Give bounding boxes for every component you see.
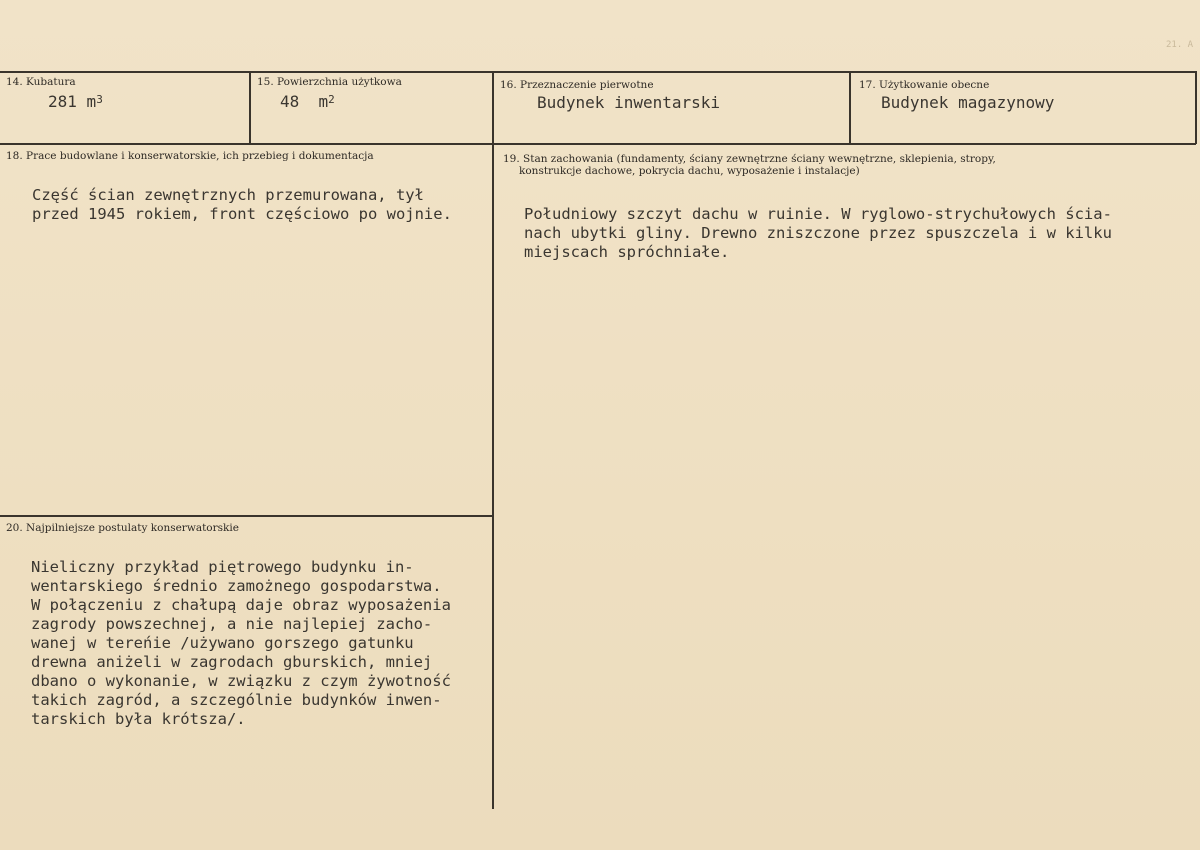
text-line: wentarskiego średnio zamożnego gospodarstwa. <box>31 577 442 595</box>
divider-14-15 <box>249 71 251 144</box>
field-15-label: 15. Powierzchnia użytkowa <box>257 76 402 88</box>
text-line: wanej w tereńie /używano gorszego gatunku <box>31 634 414 652</box>
field-17-label: 17. Użytkowanie obecne <box>859 79 990 91</box>
field-19-text <box>524 186 1112 262</box>
text-line: drewna aniżeli w zagrodach gburskich, mniej <box>31 653 433 671</box>
field-15-value: 48 $m^2$ <box>280 92 335 111</box>
text-line: nach ubytki gliny. Drewno zniszczone przez spuszczela i w kilku <box>524 224 1112 242</box>
text-line: Południowy szczyt dachu w ruinie. W ryglowo-strychułowych ścia- <box>524 205 1112 223</box>
field-17-value: Budynek magazynowy <box>881 93 1055 112</box>
margin-mark: 21. A <box>1166 40 1194 50</box>
text-line: zagrody powszechnej, a nie najlepiej zacho- <box>31 615 433 633</box>
field-18-label: 18. Prace budowlane i konserwatorskie, ich przebieg i dokumentacja <box>6 150 374 162</box>
field-14-label: 14. Kubatura <box>6 76 76 88</box>
field-20-text <box>31 539 451 729</box>
field-16-value: Budynek inwentarski <box>537 93 721 112</box>
mid-rule-left <box>0 515 494 517</box>
field-16-label: 16. Przeznaczenie pierwotne <box>500 79 654 91</box>
text-line: takich zagród, a szczególnie budynków inwen- <box>31 691 442 709</box>
text-line: miejscach spróchniałe. <box>524 243 730 261</box>
text-line: Nieliczny przykład piętrowego budynku in- <box>31 558 414 576</box>
field-19-label-line1: 19. Stan zachowania (fundamenty, ściany zewnętrzne ściany wewnętrzne, sklepienia, stropy, <box>503 153 996 165</box>
divider-16-17 <box>849 71 851 144</box>
divider-15-16 <box>492 71 494 809</box>
field-14-value: 281 $m^3$ <box>48 92 103 111</box>
top-rule <box>0 71 1196 73</box>
field-19-label-line2: konstrukcje dachowe, pokrycia dachu, wyposażenie i instalacje) <box>519 165 860 177</box>
text-line: W połączeniu z chałupą daje obraz wyposażenia <box>31 596 451 614</box>
text-line: Część ścian zewnętrznych przemurowana, tył <box>32 186 424 204</box>
row1-bottom-rule <box>0 143 1196 145</box>
text-line: przed 1945 rokiem, front częściowo po wojnie. <box>32 205 452 223</box>
field-20-label: 20. Najpilniejsze postulaty konserwatorskie <box>6 522 239 534</box>
field-18-text <box>32 167 452 224</box>
text-line: dbano o wykonanie, w związku z czym żywotność <box>31 672 451 690</box>
text-line: tarskich była krótsza/. <box>31 710 246 728</box>
right-edge-rule <box>1195 71 1197 144</box>
